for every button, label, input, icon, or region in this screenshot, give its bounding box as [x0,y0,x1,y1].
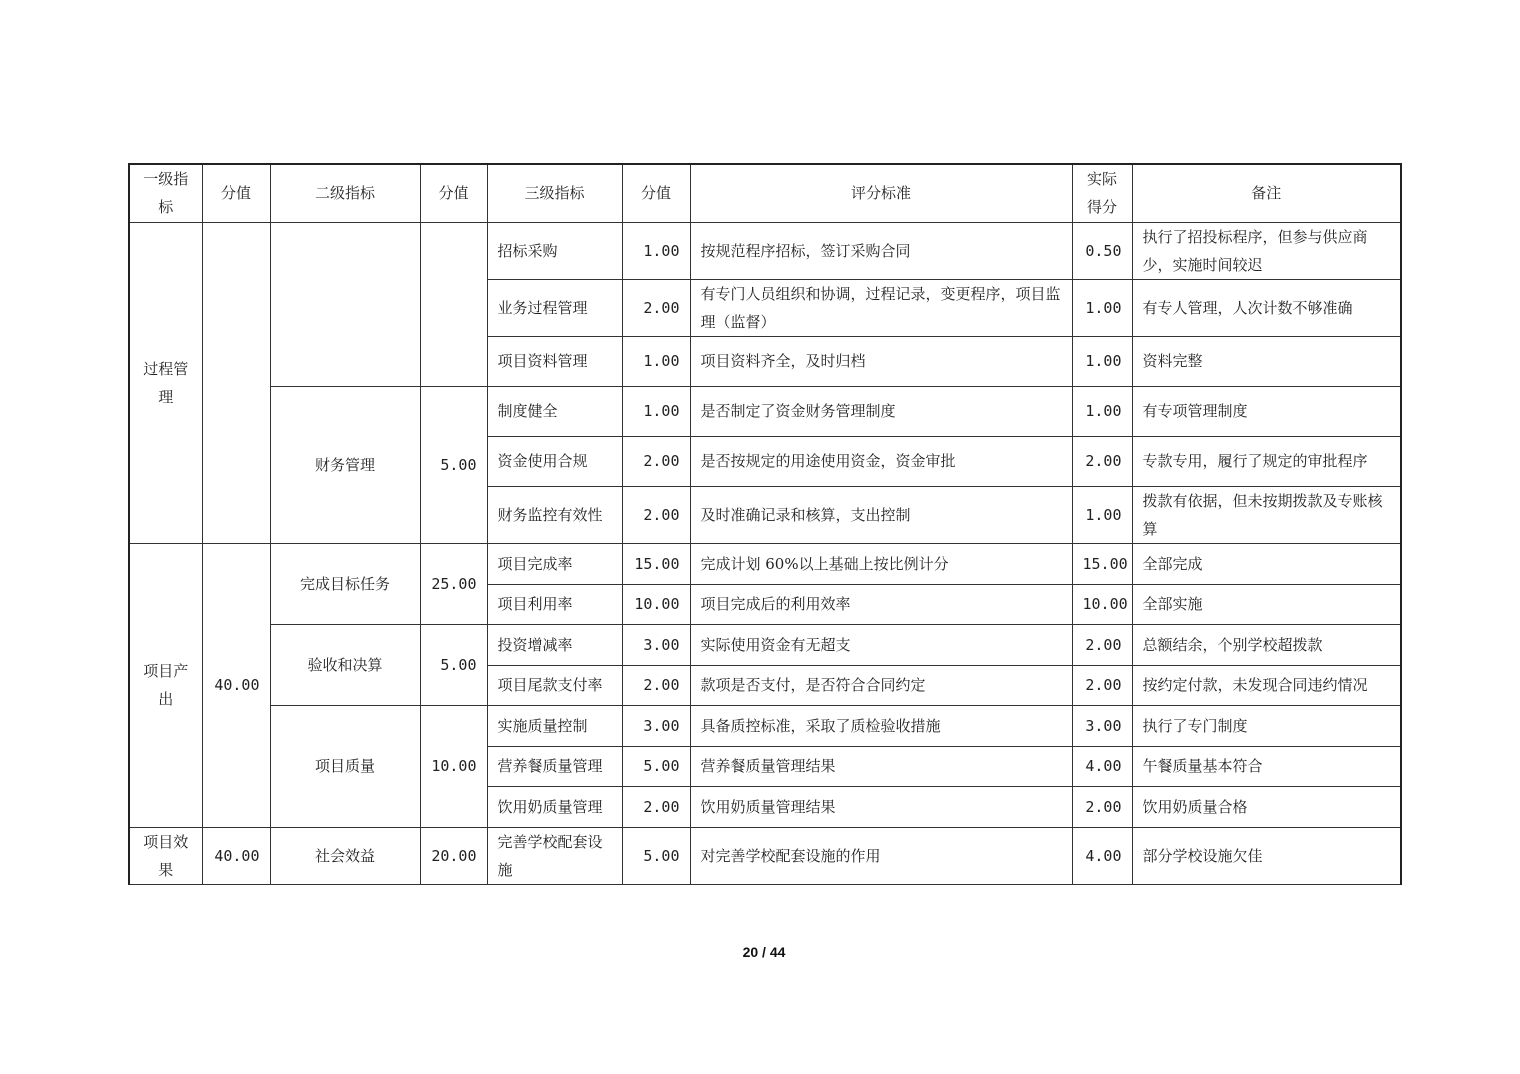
header-score2: 分值 [420,164,487,222]
score-cell: 5.00 [622,746,690,786]
criteria-cell: 按规范程序招标，签订采购合同 [690,222,1072,279]
sub-finance: 财务管理 [270,386,420,543]
remark-cell: 执行了招投标程序，但参与供应商少，实施时间较迟 [1132,222,1401,279]
criteria-cell: 完成计划 60%以上基础上按比例计分 [690,543,1072,584]
criteria-cell: 饮用奶质量管理结果 [690,786,1072,827]
l3-cell: 制度健全 [487,386,622,436]
score-cell: 3.00 [622,624,690,665]
criteria-cell: 款项是否支付，是否符合合同约定 [690,665,1072,705]
score-cell: 10.00 [622,584,690,624]
table-row [129,543,1401,584]
actual-cell: 2.00 [1072,786,1132,827]
l3-cell: 业务过程管理 [487,279,622,336]
header-score1: 分值 [202,164,270,222]
l3-cell: 项目完成率 [487,543,622,584]
header-actual: 实际得分 [1072,164,1132,222]
sub-quality: 项目质量 [270,705,420,827]
header-score3: 分值 [622,164,690,222]
l3-cell: 营养餐质量管理 [487,746,622,786]
actual-cell: 1.00 [1072,279,1132,336]
remark-cell: 全部实施 [1132,584,1401,624]
l3-cell: 项目利用率 [487,584,622,624]
l3-cell: 招标采购 [487,222,622,279]
table-row [129,624,1401,665]
sub-empty [270,222,420,386]
actual-cell: 10.00 [1072,584,1132,624]
score-cell: 3.00 [622,705,690,746]
l3-cell: 资金使用合规 [487,436,622,486]
actual-cell: 2.00 [1072,436,1132,486]
actual-cell: 3.00 [1072,705,1132,746]
header-criteria: 评分标准 [690,164,1072,222]
actual-cell: 2.00 [1072,665,1132,705]
score-cell: 1.00 [622,386,690,436]
criteria-cell: 对完善学校配套设施的作用 [690,827,1072,884]
score-cell: 2.00 [622,486,690,543]
l3-cell: 项目资料管理 [487,336,622,386]
remark-cell: 拨款有依据，但未按期拨款及专账核算 [1132,486,1401,543]
remark-cell: 饮用奶质量合格 [1132,786,1401,827]
group-output: 项目产出 [129,543,202,827]
l3-cell: 饮用奶质量管理 [487,786,622,827]
actual-cell: 0.50 [1072,222,1132,279]
header-l1: 一级指标 [129,164,202,222]
score-cell: 15.00 [622,543,690,584]
actual-cell: 4.00 [1072,746,1132,786]
actual-cell: 1.00 [1072,486,1132,543]
evaluation-table [128,163,1402,885]
actual-cell: 2.00 [1072,624,1132,665]
header-row [129,164,1401,222]
criteria-cell: 是否制定了资金财务管理制度 [690,386,1072,436]
remark-cell: 有专项管理制度 [1132,386,1401,436]
actual-cell: 4.00 [1072,827,1132,884]
actual-cell: 15.00 [1072,543,1132,584]
sub-finance-score: 5.00 [420,386,487,543]
criteria-cell: 实际使用资金有无超支 [690,624,1072,665]
remark-cell: 有专人管理，人次计数不够准确 [1132,279,1401,336]
score-cell: 2.00 [622,786,690,827]
l3-cell: 实施质量控制 [487,705,622,746]
remark-cell: 资料完整 [1132,336,1401,386]
group-effect-score: 40.00 [202,827,270,884]
table-row [129,222,1401,279]
criteria-cell: 项目完成后的利用效率 [690,584,1072,624]
sub-accept: 验收和决算 [270,624,420,705]
remark-cell: 执行了专门制度 [1132,705,1401,746]
table-row [129,705,1401,746]
header-remark: 备注 [1132,164,1401,222]
score-cell: 2.00 [622,436,690,486]
remark-cell: 总额结余，个别学校超拨款 [1132,624,1401,665]
actual-cell: 1.00 [1072,336,1132,386]
score-cell: 2.00 [622,665,690,705]
score-cell: 5.00 [622,827,690,884]
score-cell: 1.00 [622,222,690,279]
l3-cell: 完善学校配套设施 [487,827,622,884]
header-l3: 三级指标 [487,164,622,222]
criteria-cell: 是否按规定的用途使用资金，资金审批 [690,436,1072,486]
group-process: 过程管理 [129,222,202,543]
group-effect: 项目效果 [129,827,202,884]
l3-cell: 项目尾款支付率 [487,665,622,705]
criteria-cell: 具备质控标准，采取了质检验收措施 [690,705,1072,746]
group-output-score: 40.00 [202,543,270,827]
l3-cell: 投资增减率 [487,624,622,665]
actual-cell: 1.00 [1072,386,1132,436]
sub-task: 完成目标任务 [270,543,420,624]
score-cell: 2.00 [622,279,690,336]
sub-social: 社会效益 [270,827,420,884]
sub-empty-score [420,222,487,386]
criteria-cell: 有专门人员组织和协调，过程记录，变更程序，项目监理（监督） [690,279,1072,336]
sub-accept-score: 5.00 [420,624,487,705]
header-l2: 二级指标 [270,164,420,222]
criteria-cell: 及时准确记录和核算，支出控制 [690,486,1072,543]
remark-cell: 部分学校设施欠佳 [1132,827,1401,884]
table-row [129,827,1401,884]
criteria-cell: 项目资料齐全，及时归档 [690,336,1072,386]
sub-task-score: 25.00 [420,543,487,624]
sub-social-score: 20.00 [420,827,487,884]
score-cell: 1.00 [622,336,690,386]
l3-cell: 财务监控有效性 [487,486,622,543]
group-process-score [202,222,270,543]
remark-cell: 午餐质量基本符合 [1132,746,1401,786]
criteria-cell: 营养餐质量管理结果 [690,746,1072,786]
remark-cell: 按约定付款，未发现合同违约情况 [1132,665,1401,705]
table-row [129,386,1401,436]
remark-cell: 专款专用，履行了规定的审批程序 [1132,436,1401,486]
page-number: 20 / 44 [742,944,786,960]
remark-cell: 全部完成 [1132,543,1401,584]
sub-quality-score: 10.00 [420,705,487,827]
